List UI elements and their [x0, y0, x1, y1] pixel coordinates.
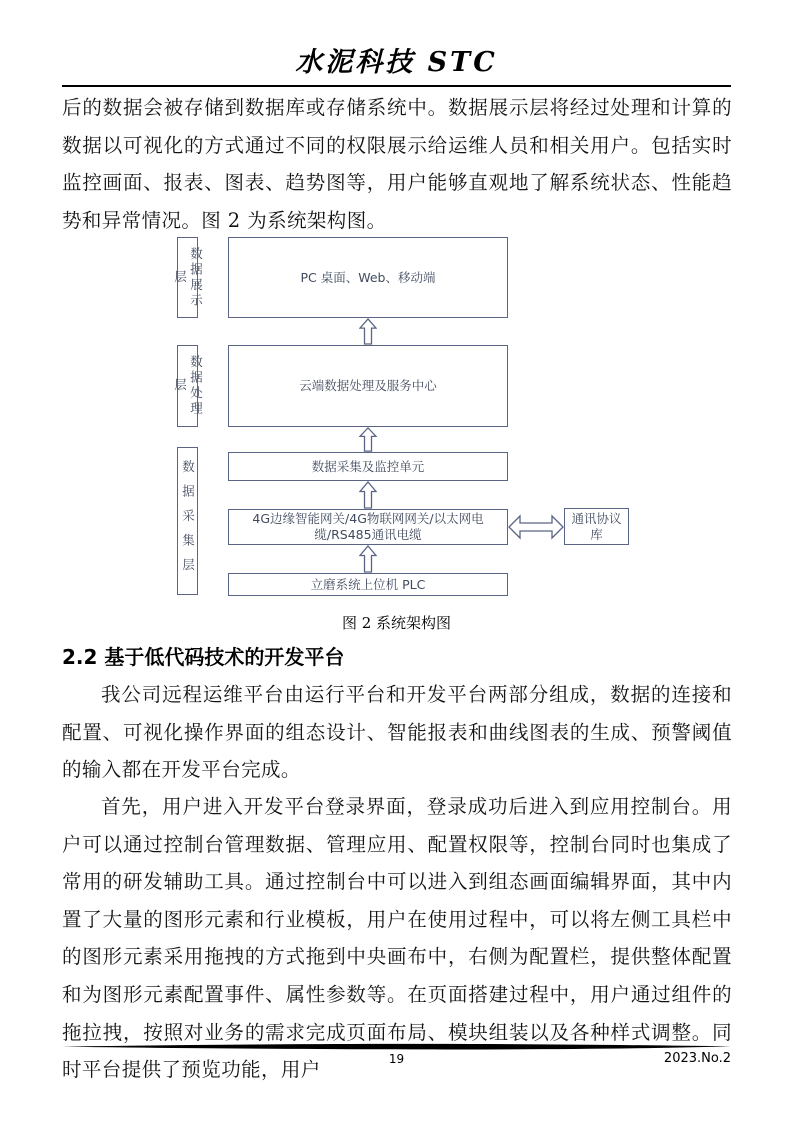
- footer-rule: [62, 1043, 731, 1051]
- figure-caption: 图 2 系统架构图: [341, 614, 452, 632]
- system-architecture-figure: [62, 230, 732, 605]
- up-arrow-icon: [359, 481, 377, 509]
- page-number: 19: [388, 1052, 405, 1066]
- paragraph-2: 首先，用户进入开发平台登录界面，登录成功后进入到应用控制台。用户可以通过控制台管理数据、管理应用、配置权限等，控制台同时也集成了常用的研发辅助工具。通过控制台中可以进入到组态画面编辑界面，其中内置了大量的图形元素和行业模板，用户在使用过程中，可以将左侧工具栏中的图形元素采用拖拽的方式拖到中央画布中，右侧为配置栏，提供整体配置和为图形元素配置事件、属性参数等。在页面搭建过程中，用户通过组件的拖拉拽，按照对业务的需求完成页面布局、模块组装以及各种样式调整。同时平台提供了预览功能，用户: [62, 795, 732, 1082]
- double-arrow-icon: [508, 512, 564, 542]
- node-gateway-cables: 4G边缘智能网关/4G物联网网关/以太网电缆/RS485通讯电缆: [228, 509, 508, 545]
- layer-label-data-collection: 数据采集层: [177, 447, 198, 595]
- up-arrow-icon: [359, 545, 377, 573]
- node-mill-plc: 立磨系统上位机 PLC: [228, 573, 508, 596]
- node-protocol-library: 通讯协议库: [564, 508, 629, 545]
- issue-number: 2023.No.2: [663, 1051, 731, 1066]
- header-rule: [62, 85, 731, 87]
- layer-label-data-processing: 数据处理层: [177, 345, 198, 427]
- layer-label-data-display: 数据展示层: [177, 237, 198, 318]
- paragraph-continued: 后的数据会被存储到数据库或存储系统中。数据展示层将经过处理和计算的数据以可视化的方式通过不同的权限展示给运维人员和相关用户。包括实时监控画面、报表、图表、趋势图等，用户能够直观地了解系统状态、性能趋势和异常情况。图 2 为系统架构图。: [62, 96, 732, 232]
- paragraph-1: 我公司远程运维平台由运行平台和开发平台两部分组成，数据的连接和配置、可视化操作界面的组态设计、智能报表和曲线图表的生成、预警阈值的输入都在开发平台完成。: [62, 683, 732, 782]
- node-pc-web-mobile: PC 桌面、Web、移动端: [228, 237, 508, 318]
- up-arrow-icon: [359, 318, 377, 345]
- journal-title: 水泥科技 STC: [295, 47, 498, 78]
- up-arrow-icon: [359, 427, 377, 452]
- node-scada-unit: 数据采集及监控单元: [228, 452, 508, 481]
- section-heading: 2.2 基于低代码技术的开发平台: [62, 645, 345, 669]
- node-cloud-data-center: 云端数据处理及服务中心: [228, 345, 508, 427]
